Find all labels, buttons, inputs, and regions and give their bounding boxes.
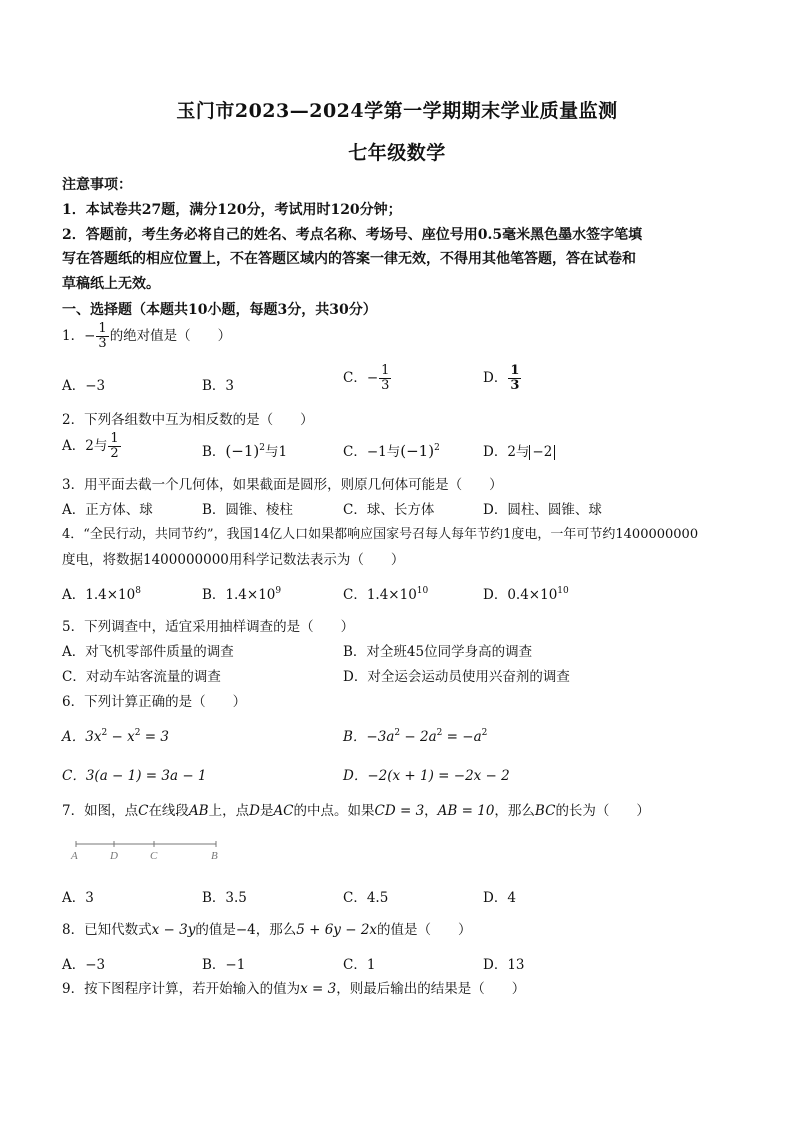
q1-d-prefix: D． <box>483 370 508 386</box>
q1-suffix: 的绝对值是（ ） <box>109 328 232 344</box>
q7-label-d: D <box>110 850 118 862</box>
exam-title: 玉门市2023—2024学第一学期期末学业质量监测 <box>176 100 618 122</box>
question-2: 2．下列各组数中互为相反数的是（ ） <box>62 412 314 428</box>
notes-line-2c: 草稿纸上无效。 <box>62 276 160 292</box>
q1-prefix: 1．− <box>62 328 96 344</box>
question-4-line-2: 度电，将数据1400000000用科学记数法表示为（ ） <box>62 552 405 568</box>
q6-a-exp1: 2 <box>101 728 108 738</box>
q7-label-a: A <box>71 850 78 862</box>
q4-option-a <box>62 583 141 603</box>
q4-option-d <box>483 583 569 603</box>
q6-option-a <box>62 725 169 745</box>
q2-b-suffix: 与1 <box>264 444 288 460</box>
q8-text-a: 8．已知代数式 <box>62 922 152 938</box>
q1-option-a: A．−3 <box>62 378 106 394</box>
q6-option-b <box>343 725 487 745</box>
q7-option-c: C．4.5 <box>343 890 389 906</box>
q4-option-b <box>202 583 281 603</box>
q7-option-a: A．3 <box>62 890 94 906</box>
q7-label-b: B <box>211 850 218 862</box>
q2-c-prefix: C．−1与 <box>343 444 401 460</box>
q9-expr: x = 3 <box>300 981 337 997</box>
q4-d-base: D．0.4×10 <box>483 587 558 603</box>
exam-subtitle: 七年级数学 <box>348 142 446 164</box>
q7-text-d: 是 <box>259 803 274 819</box>
q7-point-d: D <box>249 803 260 819</box>
q6-b-exp2: 2 <box>436 728 443 738</box>
q4-c-exp: 10 <box>416 586 429 596</box>
q9-text-a: 9．按下图程序计算，若开始输入的值为 <box>62 981 301 997</box>
q1-option-b: B．3 <box>202 378 235 394</box>
q4-c-base: C．1.4×10 <box>343 587 417 603</box>
q2-c-exp: 2 <box>434 443 440 453</box>
q6-d-expr: −2(x + 1) = −2x − 2 <box>367 768 510 784</box>
q1-d-den: 3 <box>510 378 520 393</box>
q6-option-c <box>62 764 207 784</box>
question-1 <box>62 322 231 351</box>
q6-b-expr1: −3a <box>366 729 395 745</box>
q6-b-exp1: 2 <box>394 728 401 738</box>
question-4-line-1: 4．“全民行动，共同节约”，我国14亿人口如果都响应国家号召每人每年节约1度电，一年可节约1400000000 <box>62 527 699 542</box>
question-3: 3．用平面去截一个几何体，如果截面是圆形，则原几何体可能是（ ） <box>62 477 503 493</box>
q2-a-num: 1 <box>110 431 119 446</box>
q8-option-b: B．−1 <box>202 957 246 973</box>
notes-line-2a: 2．答题前，考生务必将自己的姓名、考点名称、考场号、座位号用0.5毫米黑色墨水签字笔填 <box>62 227 643 243</box>
q8-expr-2: 5 + 6y − 2x <box>296 922 378 938</box>
q1-c-den: 3 <box>381 378 390 393</box>
q6-c-label: C． <box>62 768 86 784</box>
q8-text-b: 的值是−4，那么 <box>195 922 297 938</box>
question-7 <box>62 799 650 819</box>
question-9 <box>62 977 525 997</box>
q4-d-exp: 10 <box>557 586 569 596</box>
q7-eq-ab: AB = 10 <box>437 803 495 819</box>
q3-option-d: D．圆柱、圆锥、球 <box>483 502 602 518</box>
q5-option-a: A．对飞机零部件质量的调查 <box>62 644 234 660</box>
q2-option-c <box>343 440 440 460</box>
q4-b-exp: 9 <box>275 586 282 596</box>
q5-option-b: B．对全班45位同学身高的调查 <box>343 644 533 660</box>
q6-a-exp2: 2 <box>134 728 141 738</box>
q7-point-c: C <box>138 803 149 819</box>
q6-option-d <box>343 764 510 784</box>
q7-text-h: 的长为（ ） <box>555 803 650 819</box>
q7-text-g: ，那么 <box>494 803 535 819</box>
q7-text-a: 7．如图，点 <box>62 803 139 819</box>
q7-text-e: 的中点。如果 <box>293 803 375 819</box>
question-5: 5．下列调查中，适宜采用抽样调查的是（ ） <box>62 619 355 635</box>
q7-text-c: 上，点 <box>208 803 250 819</box>
q2-option-a <box>62 432 122 461</box>
q7-text-b: 在线段 <box>148 803 189 819</box>
q2-option-d <box>483 440 555 460</box>
q6-b-expr2: − 2a <box>400 729 437 745</box>
q2-a-den: 2 <box>110 446 119 461</box>
q8-option-c: C．1 <box>343 957 376 973</box>
q1-d-num: 1 <box>510 363 520 378</box>
q6-a-expr2: − x <box>107 729 135 745</box>
q7-eq-cd: CD = 3 <box>374 803 425 819</box>
q4-option-c <box>343 583 428 603</box>
q7-label-c: C <box>150 850 158 862</box>
q4-a-exp: 8 <box>135 586 141 596</box>
q4-b-base: B．1.4×10 <box>202 587 276 603</box>
q2-d-abs: −2 <box>529 445 555 460</box>
q6-a-expr3: = 3 <box>140 729 169 745</box>
q7-segment-bc: BC <box>534 803 556 819</box>
q1-frac-num: 1 <box>98 321 107 336</box>
q6-c-expr: 3(a − 1) = 3a − 1 <box>85 768 207 784</box>
q1-option-c <box>343 364 392 393</box>
q1-frac-den: 3 <box>98 336 107 351</box>
q1-option-d <box>483 364 522 393</box>
q2-a-fraction <box>108 432 120 461</box>
question-8 <box>62 918 472 938</box>
q8-option-a: A．−3 <box>62 957 106 973</box>
q6-b-label: B． <box>343 729 367 745</box>
q1-fraction <box>96 322 108 351</box>
q7-line-segment-figure <box>62 832 232 866</box>
q2-b-exp: 2 <box>259 443 265 453</box>
q2-b-base: (−1) <box>225 442 260 460</box>
q3-option-a: A．正方体、球 <box>62 502 153 518</box>
q7-option-b: B．3.5 <box>202 890 247 906</box>
q5-option-c: C．对动车站客流量的调查 <box>62 669 221 685</box>
q8-text-c: 的值是（ ） <box>377 922 472 938</box>
q3-option-c: C．球、长方体 <box>343 502 435 518</box>
q8-option-d: D．13 <box>483 957 525 973</box>
q5-option-d: D．对全运会运动员使用兴奋剂的调查 <box>343 669 570 685</box>
q6-a-label: A． <box>62 729 86 745</box>
q2-a-prefix: A．2与 <box>62 438 108 454</box>
q8-expr-1: x − 3y <box>151 922 196 938</box>
q1-d-fraction <box>508 364 521 393</box>
q1-c-num: 1 <box>381 363 390 378</box>
notes-line-2b: 写在答题纸的相应位置上，不在答题区域内的答案一律无效，不得用其他笔答题，答在试卷和 <box>62 251 636 267</box>
q6-a-expr1: 3x <box>85 729 102 745</box>
q6-b-expr3: = −a <box>442 729 482 745</box>
q2-b-prefix: B． <box>202 444 226 460</box>
q2-c-base: (−1) <box>400 442 435 460</box>
q2-d-prefix: D．2与 <box>483 444 530 460</box>
q2-option-b <box>202 440 287 460</box>
q6-d-label: D． <box>343 768 368 784</box>
q4-a-base: A．1.4×10 <box>62 587 136 603</box>
q1-c-prefix: C．− <box>343 370 379 386</box>
q7-segment-ac: AC <box>273 803 294 819</box>
notes-line-1: 1．本试卷共27题，满分120分，考试用时120分钟； <box>62 202 402 218</box>
q1-c-fraction <box>379 364 391 393</box>
q9-text-b: ，则最后输出的结果是（ ） <box>336 981 526 997</box>
notes-heading: 注意事项： <box>62 177 132 193</box>
question-6: 6．下列计算正确的是（ ） <box>62 694 247 710</box>
section-1-heading: 一、选择题（本题共10小题，每题3分，共30分） <box>62 302 377 318</box>
q3-option-b: B．圆锥、棱柱 <box>202 502 293 518</box>
q6-b-exp3: 2 <box>481 728 488 738</box>
q7-segment-ab: AB <box>188 803 209 819</box>
q7-text-f: ， <box>424 803 438 819</box>
q7-option-d: D．4 <box>483 890 516 906</box>
